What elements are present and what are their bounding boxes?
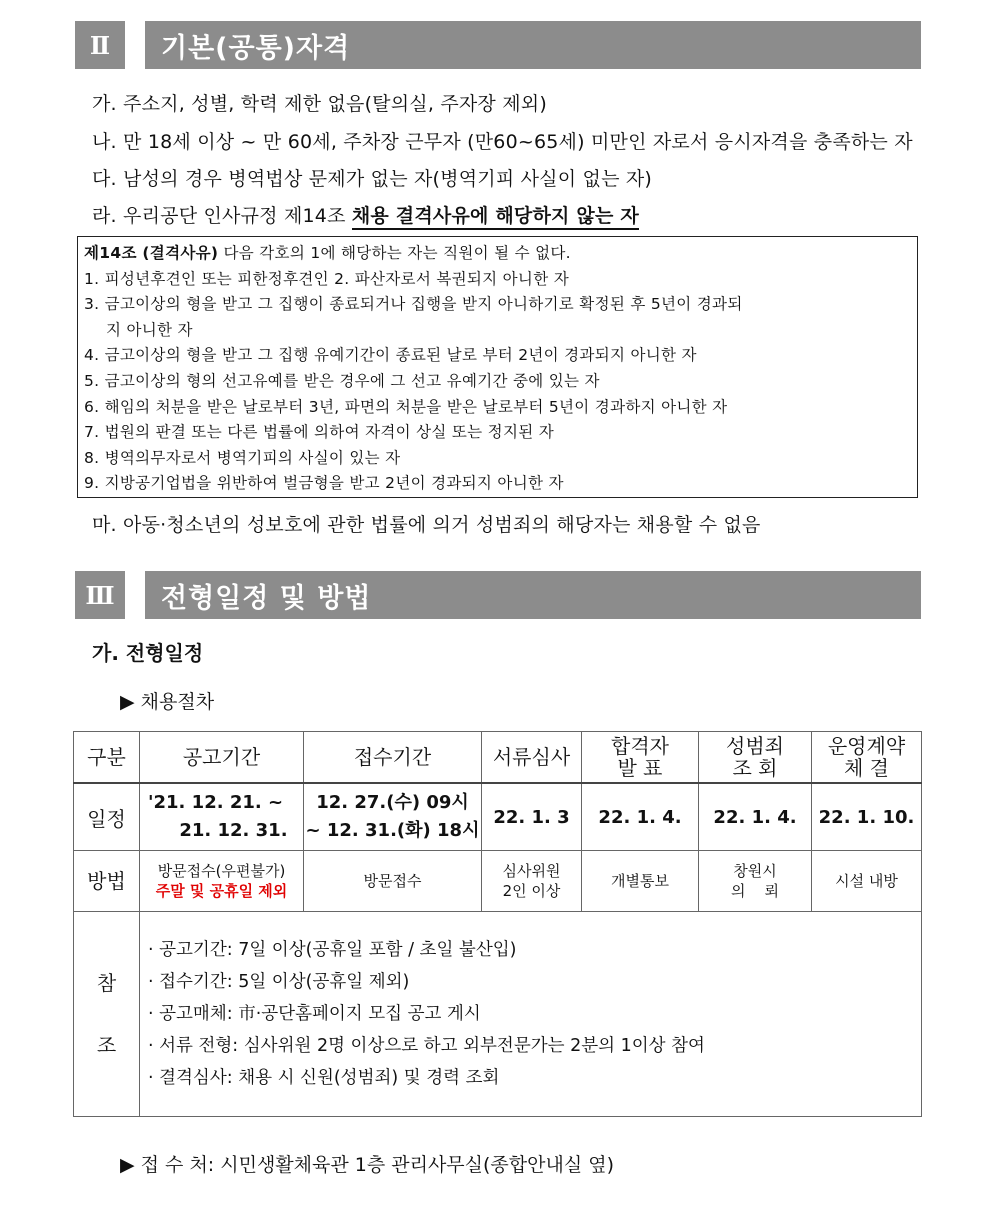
header-cell [582,732,699,784]
article-14-box [77,236,918,498]
qualification-item-ra [92,201,639,228]
row-label: 방법 [74,851,140,912]
ref-label-bottom: 조 [96,1033,117,1057]
cell-text: '21. 12. 21. ~ 21. 12. 31. [148,792,288,841]
section-3-header [75,571,921,619]
item-ra-text: 라. 우리공단 인사규정 제14조 [92,205,352,227]
reference-cell [140,912,922,1117]
cell-text: 심사위원 2인 이상 [502,862,561,900]
ref-label-top: 참 [96,971,117,995]
header-cell [304,732,482,784]
article-heading [84,241,909,267]
item-ra-emphasis: 채용 결격사유에 해당하지 않는 자 [352,205,639,230]
table-cell: 22. 1. 4. [582,783,699,851]
reference-line: · 결격심사: 채용 시 신원(성범죄) 및 경력 조회 [148,1068,500,1088]
table-cell [699,851,812,912]
table-row-method [74,851,922,912]
header-label: 서류심사 [492,745,571,769]
qualification-item-na: 나. 만 18세 이상 ~ 만 60세, 주차장 근무자 (만60~65세) 미만인 자로서 응시자격을 충족하는 자 [92,131,913,153]
qualification-item-ga: 가. 주소지, 성별, 학력 제한 없음(탈의실, 주자장 제외) [92,93,547,115]
table-cell: 시설 내방 [812,851,922,912]
header-cell [74,732,140,784]
table-cell: 개별통보 [582,851,699,912]
cell-text: 방문접수(우편불가) [157,862,286,880]
article-intro: 다음 각호의 1에 해당하는 자는 직원이 될 수 없다. [218,244,571,262]
qualification-item-da: 다. 남성의 경우 병역법상 문제가 없는 자(병역기피 사실이 없는 자) [92,168,653,190]
article-title: 제14조 (결격사유) [84,244,219,262]
table-cell: 22. 1. 4. [699,783,812,851]
reference-line: · 접수기간: 5일 이상(공휴일 제외) [148,972,410,992]
cell-text: 12. 27.(수) 09시 ~ 12. 31.(화) 18시 [305,792,480,841]
section-2-header [75,21,921,69]
table-cell: 22. 1. 10. [812,783,922,851]
table-cell: 22. 1. 3 [482,783,582,851]
table-cell: 방문접수 [304,851,482,912]
header-label: 공고기간 [182,745,261,769]
table-cell [304,783,482,851]
qualification-item-ma: 마. 아동·청소년의 성보호에 관한 법률에 의거 성범죄의 해당자는 채용할 수 없음 [92,514,761,536]
article-clause: 5. 금고이상의 형의 선고유예를 받은 경우에 그 선고 유예기간 중에 있는 자 [84,371,600,390]
table-header-row [74,732,922,784]
row-label [74,912,140,1117]
table-cell [482,851,582,912]
header-label: 접수기간 [353,745,432,769]
header-cell [812,732,922,784]
subheading-schedule: 가. 전형일정 [92,641,204,665]
header-cell [140,732,304,784]
header-label: 구분 [87,745,126,769]
article-clause: 4. 금고이상의 형을 받고 그 집행 유예기간이 종료된 날로 부터 2년이 경과되지 아니한 자 [84,346,697,365]
article-clause: 7. 법원의 판결 또는 다른 법률에 의하여 자격이 상실 또는 정지된 자 [84,423,554,442]
cell-text-red: 주말 및 공휴일 제외 [155,882,288,900]
section-title: 전형일정 및 방법 [145,571,921,619]
header-label: 합격자 발 표 [611,734,669,780]
table-cell [140,783,304,851]
article-clause: 지 아니한 자 [106,320,193,339]
procedure-label: ▶ 채용절차 [120,691,215,713]
reference-line: · 공고매체: 市·공단홈페이지 모집 공고 게시 [148,1004,481,1024]
cell-text: 창원시 의 뢰 [730,862,780,900]
schedule-table [73,731,922,1117]
table-row-reference [74,912,922,1117]
section-number: Ⅲ [75,571,125,619]
header-cell [482,732,582,784]
receipt-location: ▶ 접 수 처: 시민생활체육관 1층 관리사무실(종합안내실 옆) [120,1154,614,1176]
article-clause: 8. 병역의무자로서 병역기피의 사실이 있는 자 [84,448,401,467]
table-cell [140,851,304,912]
header-label: 성범죄 조 회 [726,734,784,780]
section-title: 기본(공통)자격 [145,21,921,69]
article-clause: 6. 해임의 처분을 받은 날로부터 3년, 파면의 처분을 받은 날로부터 5년이 경과하지 아니한 자 [84,397,728,416]
article-clause: 3. 금고이상의 형을 받고 그 집행이 종료되거나 집행을 받지 아니하기로 확정된 후 5년이 경과되 [84,295,743,314]
section-number: Ⅱ [75,21,125,69]
reference-line: · 공고기간: 7일 이상(공휴일 포함 / 초일 불산입) [148,940,517,960]
header-label: 운영계약 체 결 [827,734,906,780]
article-clause: 9. 지방공기업법을 위반하여 벌금형을 받고 2년이 경과되지 아니한 자 [84,474,564,493]
table-row-schedule [74,783,922,851]
article-clause: 1. 피성년후견인 또는 피한정후견인 2. 파산자로서 복권되지 아니한 자 [84,269,569,288]
reference-line: · 서류 전형: 심사위원 2명 이상으로 하고 외부전문가는 2분의 1이상 참여 [148,1036,705,1056]
header-cell [699,732,812,784]
row-label: 일정 [74,783,140,851]
